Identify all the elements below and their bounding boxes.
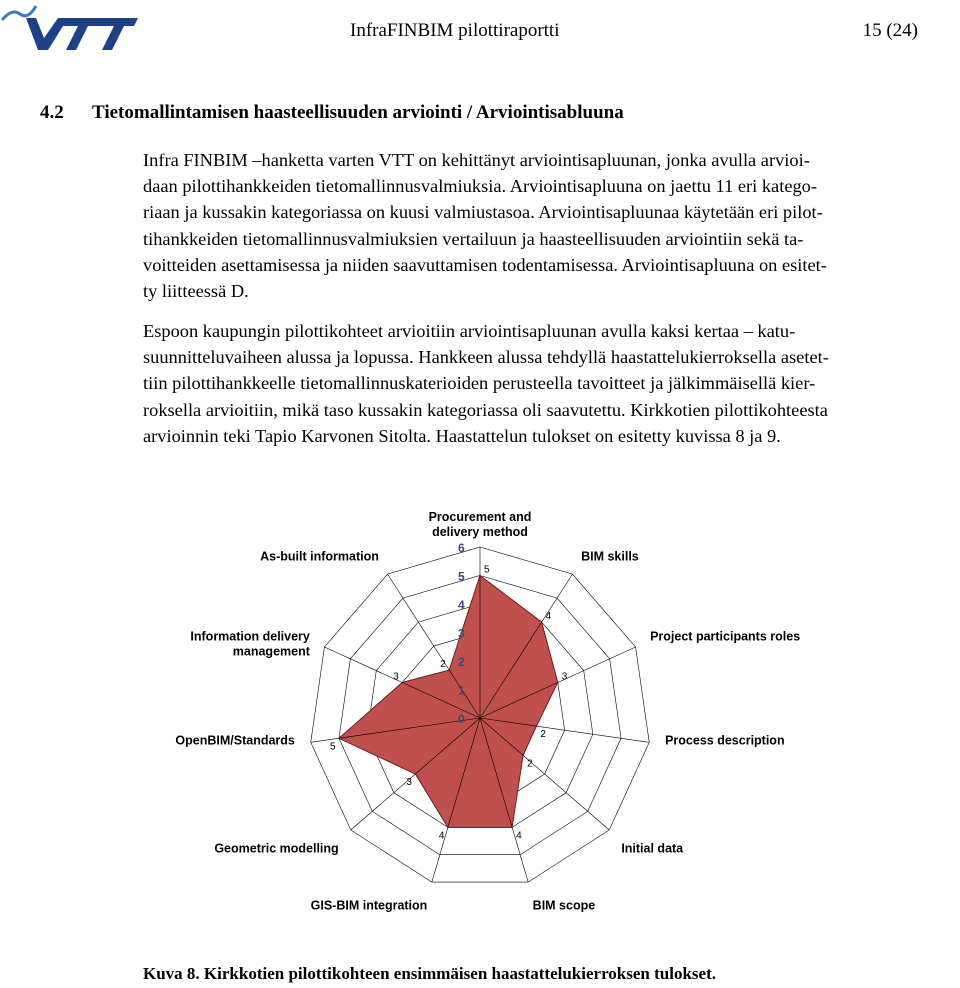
text-line: Espoon kaupungin pilottikohteet arvioitiin arviointisapluunan avulla kaksi kertaa – katu-	[143, 321, 796, 341]
paragraph-2	[143, 318, 955, 449]
vtt-logo	[0, 0, 140, 58]
text-line: suunnitteluvaiheen alussa ja lopussa. Hankkeen alussa tehdyllä haastattelukierroksella asetet-	[143, 347, 829, 368]
category-label: GIS-BIM integration	[310, 898, 428, 913]
text-line: tiin pilottihankkeelle tietomallinnuskaterioiden perusteella tavoitteet ja jälkimmäisellä kier-	[143, 373, 816, 394]
text-line: daan pilottihankkeiden tietomallinnusvalmiuksia. Arviointisapluuna on jaettu 11 eri katego-	[143, 176, 818, 197]
category-label: OpenBIM/Standards	[175, 733, 295, 748]
category-label: BIM skills	[581, 549, 639, 564]
category-label: Procurement and delivery method	[428, 510, 532, 539]
radar-chart	[170, 505, 801, 913]
data-value-label: 4	[545, 611, 552, 623]
figure-caption: Kuva 8. Kirkkotien pilottikohteen ensimmäisen haastattelukierroksen tulokset.	[143, 964, 716, 983]
data-value-label: 2	[527, 758, 533, 770]
category-label: Process description	[665, 733, 785, 748]
page-number: 15 (24)	[862, 20, 918, 41]
category-label: Geometric modelling	[214, 841, 339, 856]
section-number: 4.2	[40, 102, 64, 123]
data-value-label: 5	[329, 741, 336, 753]
scale-tick-label: 1	[458, 683, 465, 698]
category-label: Project participants roles	[650, 629, 801, 644]
data-value-label: 5	[484, 564, 490, 576]
data-value-label: 4	[516, 830, 522, 842]
text-line: roksella arvioitiin, mikä taso kussakin kategoriassa oli saavutettu. Kirkkotien pilottikohteesta	[143, 399, 828, 420]
data-value-label: 3	[393, 671, 399, 683]
text-line: ty liitteessä D.	[143, 281, 249, 302]
data-value-label: 4	[438, 830, 445, 842]
data-value-label: 2	[440, 659, 446, 671]
text-line: Infra FINBIM –hanketta varten VTT on kehittänyt arviointisapluunan, jonka avulla arvioi-	[143, 150, 810, 170]
scale-tick-label: 3	[458, 626, 465, 641]
scale-tick-label: 0	[458, 712, 465, 726]
scale-tick-label: 5	[458, 569, 465, 584]
category-label: Initial data	[621, 841, 684, 856]
scale-tick-label: 6	[458, 541, 465, 555]
data-value-label: 3	[406, 776, 412, 788]
text-line: arvioinnin teki Tapio Karvonen Sitolta. Haastattelun tulokset on esitetty kuvissa 8 ja 9.	[143, 425, 781, 446]
data-value-label: 2	[540, 729, 546, 741]
category-label: BIM scope	[532, 898, 596, 913]
text-line: riaan ja kussakin kategoriassa on kuusi valmiustasoa. Arviointisapluunaa käytetään eri pilot-	[143, 202, 823, 223]
section-title: Tietomallintamisen haasteellisuuden arviointi / Arviointisabluuna	[92, 102, 624, 123]
scale-tick-label: 2	[458, 655, 465, 669]
category-label: Information delivery management	[190, 629, 310, 659]
data-value-label: 3	[561, 671, 568, 683]
header-title: InfraFINBIM pilottiraportti	[350, 20, 560, 41]
text-line: voitteiden asettamisessa ja niiden saavuttamisen todentamisessa. Arviointisapluuna on esitet-	[143, 254, 827, 275]
category-label: As-built information	[260, 549, 379, 564]
scale-tick-label: 4	[458, 598, 465, 612]
text-line: tihankkeiden tietomallinnusvalmiuksien vertailuun ja haasteellisuuden arviointiin sekä ta-	[143, 228, 804, 249]
section-heading	[40, 102, 624, 124]
paragraph-1	[143, 147, 955, 304]
